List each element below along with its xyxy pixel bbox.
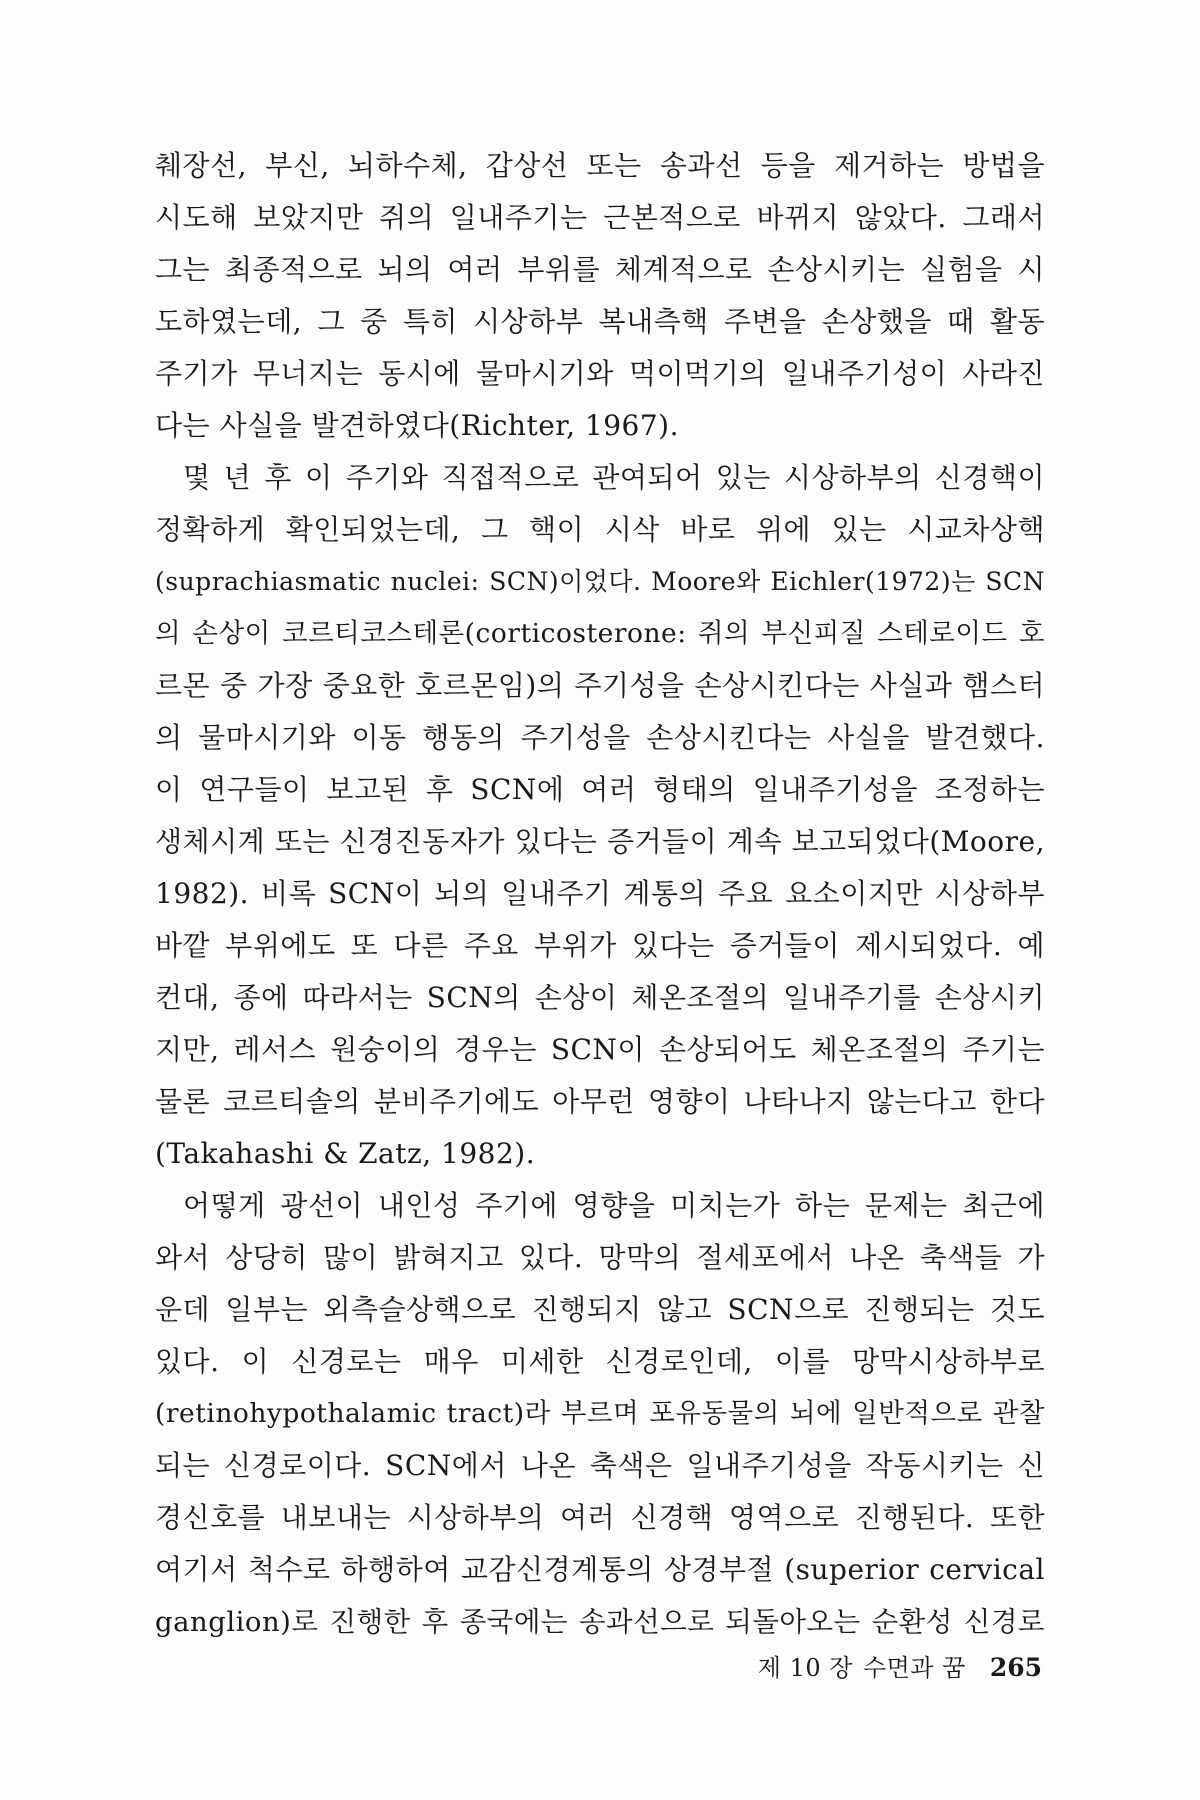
text-line: 정확하게 확인되었는데, 그 핵이 시삭 바로 위에 있는 시교차상핵	[155, 513, 1045, 546]
paragraph-2	[155, 452, 1045, 1180]
text-line: ganglion)로 진행한 후 종국에는 송과선으로 되돌아오는 순환성 신경로	[155, 1606, 1045, 1638]
text-line: 와서 상당히 많이 밝혀지고 있다. 망막의 절세포에서 나온 축색들 가	[155, 1241, 1045, 1274]
text-line: 1982). 비록 SCN이 뇌의 일내주기 계통의 주요 요소이지만 시상하부	[155, 877, 1045, 910]
text-line: 어떻게 광선이 내인성 주기에 영향을 미치는가 하는 문제는 최근에	[183, 1189, 1045, 1222]
text-line: 주기가 무너지는 동시에 물마시기와 먹이먹기의 일내주기성이 사라진	[155, 357, 1045, 390]
text-line: (suprachiasmatic nuclei: SCN)이었다. Moore와 Eichler(1972)는 SCN	[155, 567, 1045, 596]
text-line: 운데 일부는 외측슬상핵으로 진행되지 않고 SCN으로 진행되는 것도	[155, 1293, 1045, 1326]
paragraph-3	[155, 1180, 1045, 1648]
text-line: 있다. 이 신경로는 매우 미세한 신경로인데, 이를 망막시상하부로	[155, 1345, 1045, 1378]
text-line: 몇 년 후 이 주기와 직접적으로 관여되어 있는 시상하부의 신경핵이	[183, 461, 1045, 494]
page-footer	[742, 1648, 1042, 1688]
text-line: 컨대, 종에 따라서는 SCN의 손상이 체온조절의 일내주기를 손상시키	[155, 981, 1045, 1014]
text-line: 그는 최종적으로 뇌의 여러 부위를 체계적으로 손상시키는 실험을 시	[155, 253, 1045, 286]
text-line: (retinohypothalamic tract)라 부르며 포유동물의 뇌에 일반적으로 관찰	[155, 1398, 1045, 1429]
page-number: 265	[989, 1653, 1042, 1682]
text-line: 여기서 척수로 하행하여 교감신경계통의 상경부절 (superior cervical	[155, 1553, 1045, 1586]
chapter-label: 제 10 장	[757, 1654, 853, 1682]
text-line: 생체시계 또는 신경진동자가 있다는 증거들이 계속 보고되었다(Moore,	[155, 825, 1045, 858]
text-line: 의 손상이 코르티코스테론(corticosterone: 쥐의 부신피질 스테로이드 호	[155, 618, 1045, 649]
text-line: 다는 사실을 발견하였다(Richter, 1967).	[155, 409, 679, 442]
chapter-title: 수면과 꿈	[862, 1654, 966, 1682]
text-line: 바깥 부위에도 또 다른 주요 부위가 있다는 증거들이 제시되었다. 예	[155, 929, 1045, 962]
text-line: 췌장선, 부신, 뇌하수체, 갑상선 또는 송과선 등을 제거하는 방법을	[155, 149, 1045, 182]
text-line: 시도해 보았지만 쥐의 일내주기는 근본적으로 바뀌지 않았다. 그래서	[155, 201, 1045, 234]
paragraph-1	[155, 140, 1045, 452]
text-line: (Takahashi & Zatz, 1982).	[155, 1137, 536, 1170]
text-line: 의 물마시기와 이동 행동의 주기성을 손상시킨다는 사실을 발견했다.	[155, 721, 1045, 754]
text-line: 물론 코르티솔의 분비주기에도 아무런 영향이 나타나지 않는다고 한다	[155, 1085, 1045, 1118]
text-line: 지만, 레서스 원숭이의 경우는 SCN이 손상되어도 체온조절의 주기는	[155, 1033, 1045, 1066]
text-line: 도하였는데, 그 중 특히 시상하부 복내측핵 주변을 손상했을 때 활동	[155, 305, 1045, 338]
text-line: 경신호를 내보내는 시상하부의 여러 신경핵 영역으로 진행된다. 또한	[155, 1501, 1045, 1534]
text-line: 르몬 중 가장 중요한 호르몬임)의 주기성을 손상시킨다는 사실과 햄스터	[155, 669, 1045, 702]
body-text	[155, 140, 1045, 1648]
text-line: 이 연구들이 보고된 후 SCN에 여러 형태의 일내주기성을 조정하는	[155, 773, 1045, 806]
text-line: 되는 신경로이다. SCN에서 나온 축색은 일내주기성을 작동시키는 신	[155, 1449, 1045, 1482]
